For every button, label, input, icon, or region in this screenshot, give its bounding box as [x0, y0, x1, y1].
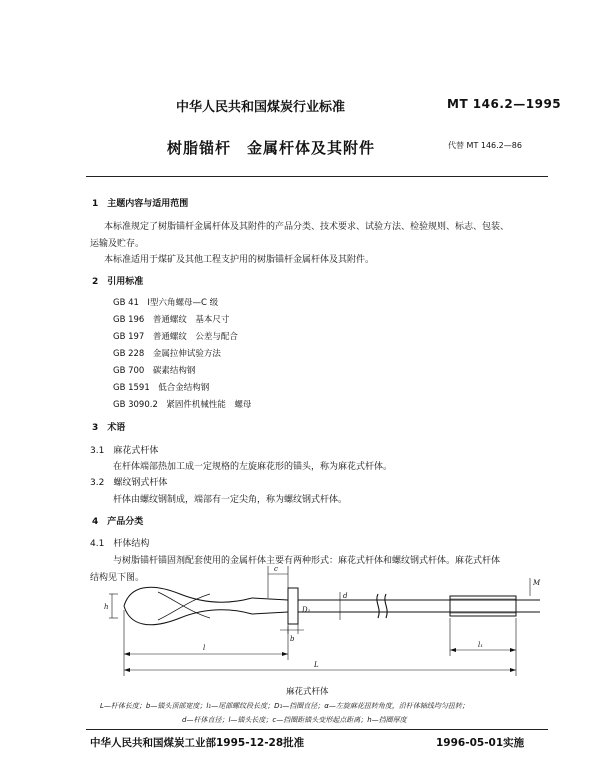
- retaining-collar: [288, 588, 298, 624]
- figure-caption: 麻花式杆体: [286, 687, 329, 697]
- document-title: 树脂锚杆 金属杆体及其附件: [167, 139, 376, 157]
- reference-item: GB 3090.2 紧固件机械性能 螺母: [113, 400, 252, 410]
- figure-legend-line-1: L—杆体长度；b—锚头顶部宽度；l₁—尾部螺纹段长度；D₁—挡圈直径；α—左旋麻花扭转角度，沿杆体轴线均匀扭转；: [100, 702, 469, 710]
- reference-item: GB 197 普通螺纹 公差与配合: [113, 332, 238, 342]
- replaces-note: 代替 MT 146.2—86: [448, 141, 522, 150]
- label-h: h: [104, 603, 109, 611]
- label-L: L: [314, 661, 319, 669]
- section-3-heading: 3 术语: [92, 423, 126, 433]
- reference-item: GB 1591 低合金结构钢: [113, 383, 210, 393]
- standard-title: 中华人民共和国煤炭行业标准: [176, 100, 346, 115]
- label-D1: D₁: [302, 606, 311, 614]
- standard-code: MT 146.2—1995: [447, 97, 562, 111]
- section-1-para-1-line-2: 运输及贮存。: [90, 239, 145, 249]
- footer-divider: [86, 729, 548, 730]
- term-3-2-text: 杆体由螺纹钢制成，端部有一定尖角，称为螺纹钢式杆体。: [113, 495, 348, 505]
- label-M: M: [533, 579, 541, 587]
- term-3-1-heading: 3.1 麻花式杆体: [90, 446, 159, 456]
- section-1-para-2: 本标准适用于煤矿及其他工程支护用的树脂锚杆金属杆体及其附件。: [104, 255, 375, 265]
- section-4-heading: 4 产品分类: [92, 517, 144, 527]
- section-1-para-1-line-1: 本标准规定了树脂锚杆金属杆体及其附件的产品分类、技术要求、试验方法、检验规则、标志、包装、: [104, 222, 510, 232]
- section-4-1-text-line-2: 结构见下图。: [90, 573, 145, 583]
- reference-item: GB 41 Ⅰ型六角螺母—C 级: [113, 298, 219, 308]
- label-l1: l₁: [478, 641, 484, 649]
- section-4-1-heading: 4.1 杆体结构: [90, 539, 150, 549]
- section-1-heading: 1 主题内容与适用范围: [92, 199, 189, 209]
- term-3-2-heading: 3.2 螺纹钢式杆体: [90, 478, 168, 488]
- effective-date: 1996-05-01实施: [436, 737, 525, 749]
- approval-statement: 中华人民共和国煤炭工业部1995-12-28批准: [90, 737, 305, 749]
- label-d: d: [343, 592, 348, 600]
- reference-item: GB 700 碳素结构钢: [113, 366, 196, 376]
- section-2-heading: 2 引用标准: [92, 277, 144, 287]
- label-l: l: [203, 644, 206, 652]
- figure-legend-line-2: d—杆体直径；l—锚头长度；c—挡圈距锚头变形起点距离；h—挡圈厚度: [182, 716, 407, 724]
- label-c: c: [274, 565, 278, 573]
- reference-item: GB 228 金属拉伸试验方法: [113, 349, 221, 359]
- label-b: b: [290, 635, 295, 643]
- reference-item: GB 196 普通螺纹 基本尺寸: [113, 315, 230, 325]
- section-4-1-text-line-1: 与树脂锚杆锚固剂配套使用的金属杆体主要有两种形式：麻花式杆体和螺纹钢式杆体。麻花式杆体: [113, 556, 501, 566]
- term-3-1-text: 在杆体端部热加工成一定规格的左旋麻花形的锚头，称为麻花式杆体。: [113, 462, 393, 472]
